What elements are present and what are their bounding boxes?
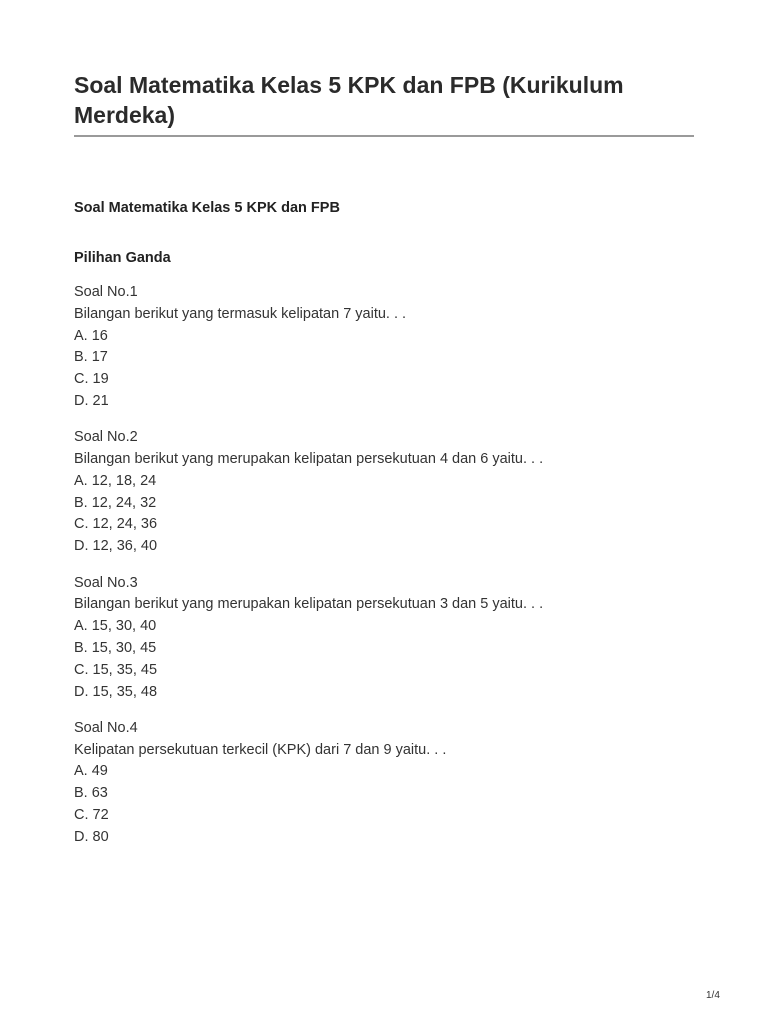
question-label: Soal No.4 [74, 719, 138, 736]
document-heading: Soal Matematika Kelas 5 KPK dan FPB [74, 200, 340, 216]
option-d: D. 80 [74, 828, 109, 845]
section-heading: Pilihan Ganda [74, 250, 171, 266]
option-a: A. 49 [74, 763, 108, 780]
page-number: 1/4 [706, 990, 720, 1001]
question-text: Bilangan berikut yang termasuk kelipatan 7 yaitu. . . [74, 305, 407, 322]
option-c: C. 15, 35, 45 [74, 661, 158, 678]
question-label: Soal No.3 [74, 574, 138, 591]
option-list [74, 326, 694, 413]
question-text: Bilangan berikut yang merupakan kelipatan persekutuan 3 dan 5 yaitu. . . [74, 596, 544, 613]
option-list [74, 761, 694, 848]
question-text: Bilangan berikut yang merupakan kelipatan persekutuan 4 dan 6 yaitu. . . [74, 451, 544, 468]
option-d: D. 15, 35, 48 [74, 683, 158, 700]
question-text: Kelipatan persekutuan terkecil (KPK) dari 7 dan 9 yaitu. . . [74, 741, 447, 758]
option-b: B. 15, 30, 45 [74, 639, 157, 656]
page-title: Soal Matematika Kelas 5 KPK dan FPB (Kurikulum Merdeka) [74, 72, 624, 128]
title-divider [74, 135, 694, 137]
option-b: B. 63 [74, 785, 108, 802]
option-b: B. 12, 24, 32 [74, 494, 157, 511]
option-c: C. 19 [74, 371, 109, 388]
question-4 [74, 718, 694, 849]
option-c: C. 72 [74, 807, 109, 824]
question-3 [74, 573, 694, 704]
option-b: B. 17 [74, 349, 108, 366]
question-1 [74, 282, 694, 413]
option-c: C. 12, 24, 36 [74, 516, 158, 533]
question-list [74, 282, 694, 863]
option-a: A. 15, 30, 40 [74, 618, 157, 635]
option-d: D. 12, 36, 40 [74, 538, 158, 555]
question-label: Soal No.1 [74, 284, 138, 300]
question-2 [74, 427, 694, 558]
option-list [74, 616, 694, 703]
option-a: A. 12, 18, 24 [74, 472, 157, 489]
option-list [74, 471, 694, 558]
question-label: Soal No.2 [74, 429, 138, 446]
option-a: A. 16 [74, 327, 108, 344]
option-d: D. 21 [74, 392, 109, 409]
